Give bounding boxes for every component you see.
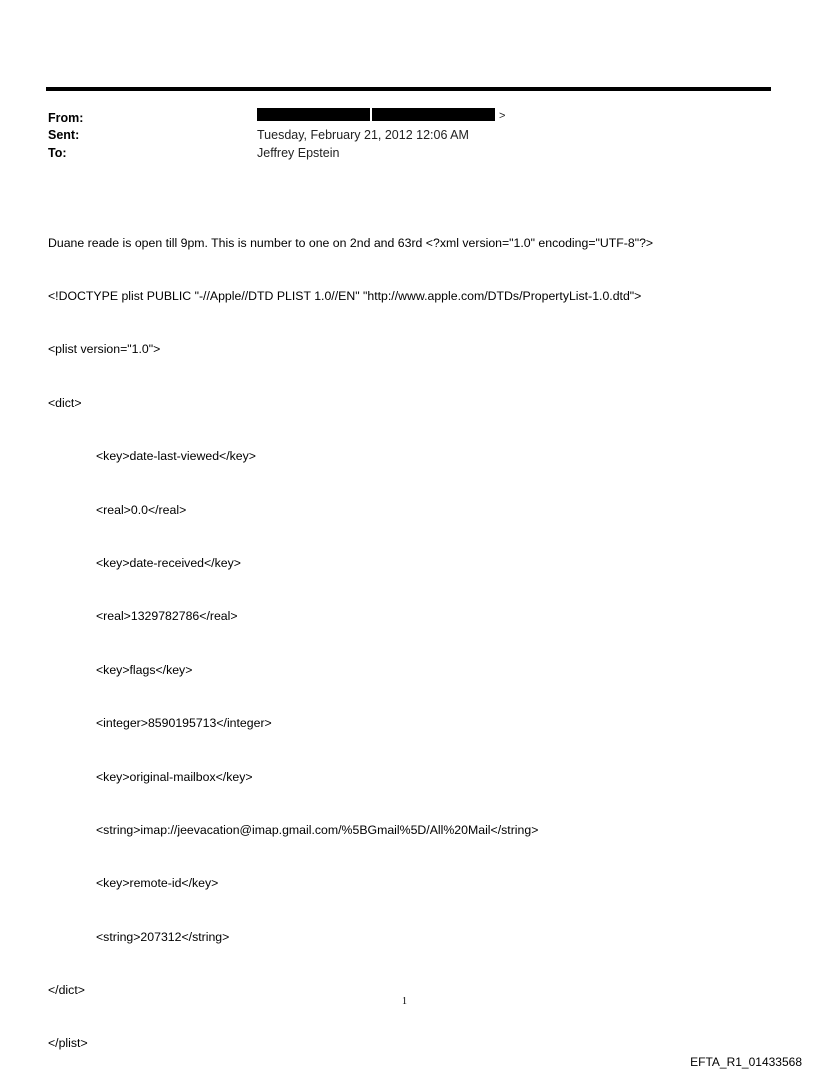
from-value <box>257 107 505 124</box>
body-line: <real>0.0</real> <box>96 502 187 517</box>
body-line: <key>flags</key> <box>96 662 193 677</box>
body-line: <!DOCTYPE plist PUBLIC "-//Apple//DTD PLIST 1.0//EN" "http://www.apple.com/DTDs/PropertyList-1.0.dtd"> <box>48 288 642 303</box>
to-value: Jeffrey Epstein <box>257 146 340 160</box>
document-id: EFTA_R1_01433568 <box>690 1055 802 1069</box>
body-line: </dict> <box>48 983 85 998</box>
body-line: </plist> <box>48 1036 88 1051</box>
body-line: <key>remote-id</key> <box>96 876 219 891</box>
sent-label: Sent: <box>48 128 80 142</box>
body-line: <key>date-received</key> <box>96 555 241 570</box>
to-label: To: <box>48 146 67 160</box>
body-line: <dict> <box>48 395 82 410</box>
body-line: <key>date-last-viewed</key> <box>96 449 256 464</box>
top-rule <box>46 87 771 91</box>
body-line: <string>207312</string> <box>96 929 230 944</box>
redaction-block <box>372 108 495 121</box>
body-line: <key>original-mailbox</key> <box>96 769 253 784</box>
body-line: <plist version="1.0"> <box>48 342 161 357</box>
from-label: From: <box>48 111 84 125</box>
email-body <box>48 199 653 1071</box>
from-value-suffix: > <box>499 110 506 122</box>
page-number: 1 <box>402 996 407 1007</box>
redaction-block <box>257 108 370 121</box>
body-line: <string>imap://jeevacation@imap.gmail.com/%5BGmail%5D/All%20Mail</string> <box>96 822 539 837</box>
body-line: Duane reade is open till 9pm. This is number to one on 2nd and 63rd <?xml version="1.0" encoding="UTF-8"?> <box>48 235 654 250</box>
body-line: <integer>8590195713</integer> <box>96 716 272 731</box>
sent-value: Tuesday, February 21, 2012 12:06 AM <box>257 128 469 142</box>
body-line: <real>1329782786</real> <box>96 609 238 624</box>
